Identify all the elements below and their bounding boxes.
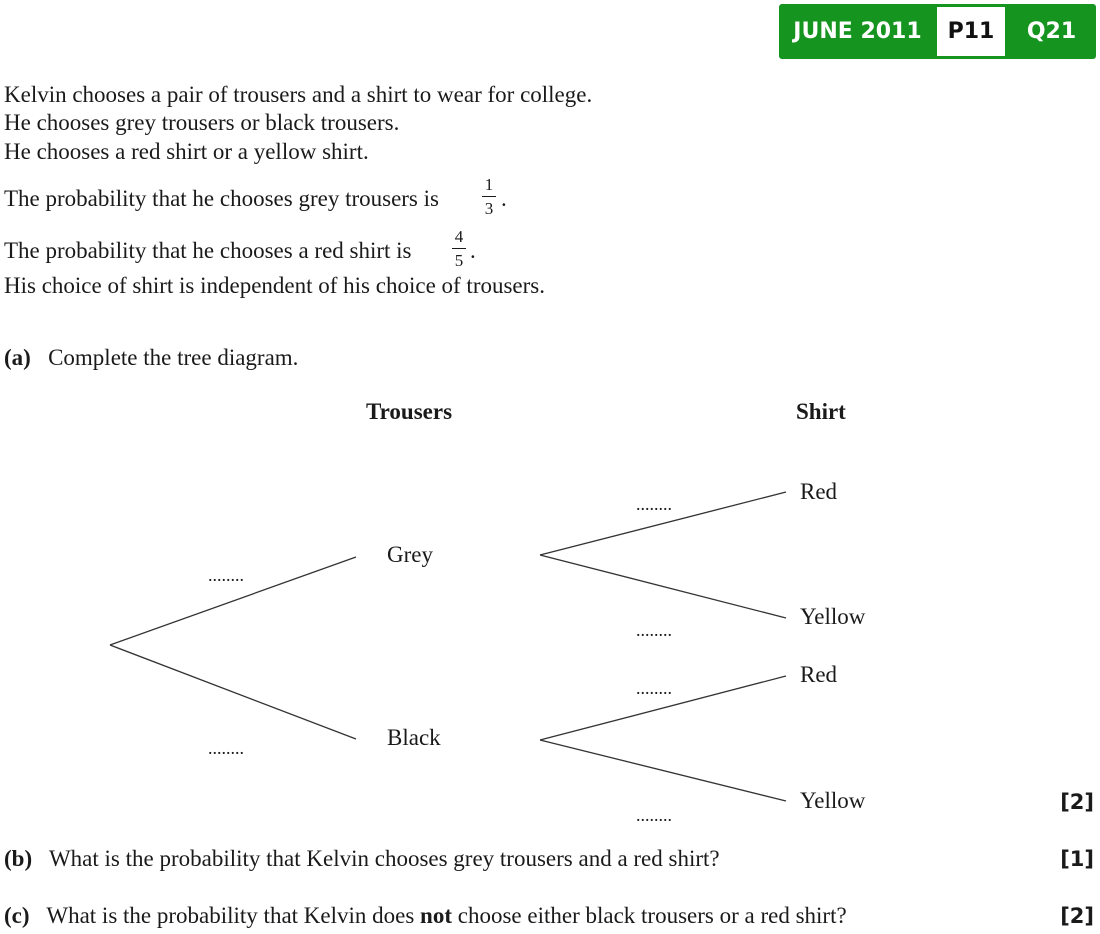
part-c-question	[4, 903, 847, 929]
intro-line-2: He chooses grey trousers or black trousers.	[4, 110, 400, 135]
part-c-text-before: What is the probability that Kelvin does	[46, 903, 415, 928]
answer-blank-black-red[interactable]: ........	[636, 678, 672, 698]
answer-blank-grey-red[interactable]: ........	[636, 494, 672, 514]
tree-label-black-yellow: Yellow	[800, 788, 866, 813]
tree-header-trousers: Trousers	[366, 399, 453, 424]
part-c-text-bold: not	[420, 903, 452, 928]
answer-blank-grey-yellow[interactable]: ........	[636, 620, 672, 640]
tree-header-shirt: Shirt	[796, 399, 846, 424]
branch-black	[110, 645, 356, 739]
part-b-question	[4, 846, 720, 872]
branch-grey-yellow	[540, 555, 786, 618]
intro-line-1: Kelvin chooses a pair of trousers and a shirt to wear for college.	[4, 82, 593, 107]
part-b-label: (b)	[4, 846, 33, 871]
red-prob-denominator: 5	[454, 251, 464, 270]
part-a-label: (a)	[4, 345, 31, 370]
red-prob-text: The probability that he chooses a red shirt is	[4, 238, 412, 263]
part-b-text: What is the probability that Kelvin chooses grey trousers and a red shirt?	[48, 846, 720, 871]
part-a-text: Complete the tree diagram.	[48, 345, 299, 370]
part-b-marks: [1]	[1060, 847, 1094, 871]
grey-prob-denominator: 3	[484, 199, 494, 218]
part-a-marks: [2]	[1060, 790, 1094, 814]
answer-blank-black-yellow[interactable]: ........	[636, 805, 672, 825]
red-prob-period: .	[470, 238, 476, 263]
intro-line-3: He chooses a red shirt or a yellow shirt.	[4, 139, 369, 164]
grey-prob-numerator: 1	[484, 175, 494, 194]
tree-label-black-red: Red	[800, 662, 838, 687]
grey-prob-period: .	[501, 186, 507, 211]
answer-blank-black[interactable]: ........	[208, 738, 244, 758]
tree-label-grey: Grey	[387, 542, 433, 567]
branch-black-yellow	[540, 740, 786, 801]
intro-line-6: His choice of shirt is independent of his choice of trousers.	[4, 273, 546, 298]
answer-blank-grey[interactable]: ........	[208, 565, 244, 585]
part-c-marks: [2]	[1060, 904, 1094, 928]
tree-label-grey-yellow: Yellow	[800, 604, 866, 629]
part-c-label: (c)	[4, 903, 30, 928]
badge-month-year: JUNE 2011	[793, 19, 922, 44]
badge-question: Q21	[1026, 19, 1077, 44]
part-c-text-after: choose either black trousers or a red shirt?	[457, 903, 847, 928]
red-prob-numerator: 4	[454, 227, 464, 246]
grey-prob-text: The probability that he chooses grey trousers is	[4, 186, 439, 211]
badge-paper: P11	[937, 7, 1005, 56]
tree-label-grey-red: Red	[800, 479, 838, 504]
tree-label-black: Black	[387, 725, 441, 750]
